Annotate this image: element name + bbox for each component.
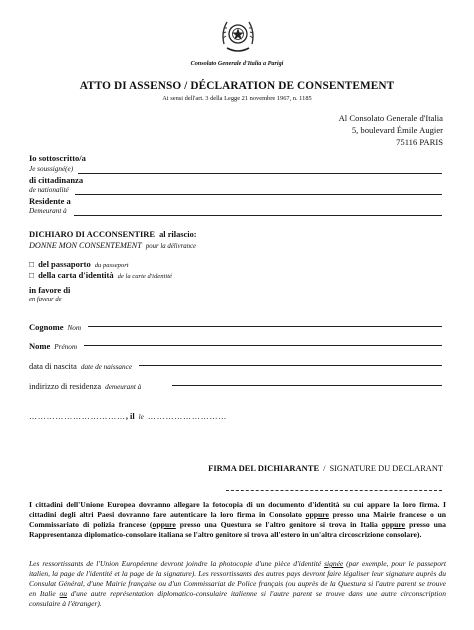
address-line: 75116 PARIS	[396, 137, 443, 147]
republic-emblem-icon	[219, 14, 257, 56]
signature-fr-label: SIGNATURE DU DECLARANT	[329, 464, 443, 473]
date-naissance-label: date de naissance	[80, 363, 133, 371]
in-favore-label: in favore di	[29, 285, 71, 295]
soussigne-label: Je soussigné(e)	[29, 165, 74, 173]
birthdate-field-line[interactable]	[139, 365, 442, 366]
carta-label: della carta d'identità	[38, 270, 114, 280]
nome-label: Nome	[29, 341, 51, 351]
carte-label: de la carte d'identité	[117, 273, 172, 280]
id-card-option[interactable]	[29, 265, 172, 283]
notice-text: (par exemple, pour le passeport italien, la page de l'identité et la page de la signature). Les ressortissants des autres pays devront faire légaliser leur signature auprès du Consulat Général, d'une Mairie française ou d'un Commissariat de Police français (ou auprès de la Questura si l'autre parent se trouve en Italie	[29, 559, 447, 598]
signature-heading	[208, 458, 443, 476]
cognome-row	[29, 317, 81, 335]
signature-line[interactable]	[226, 490, 442, 491]
notice-text: presso una Questura se l'altro genitore si trova in Italia	[175, 520, 382, 529]
checkbox-icon[interactable]: □	[29, 260, 35, 269]
firstname-field-line[interactable]	[84, 345, 442, 346]
slash-separator: /	[323, 464, 326, 473]
surname-field-line[interactable]	[88, 326, 442, 327]
notice-underline: oppure	[305, 510, 329, 519]
donne-caps-label: DONNE MON CONSENTEMENT	[29, 241, 142, 250]
date-dots[interactable]: ………………………	[147, 412, 228, 421]
address-row	[29, 376, 141, 394]
notice-underline: oppure	[152, 520, 176, 529]
demeurant-label: Demeurant à	[29, 207, 67, 215]
passeport-label: du passeport	[94, 262, 129, 269]
indirizzo-label: indirizzo di residenza	[29, 382, 102, 391]
notice-underline: oppure	[381, 520, 406, 529]
donne-rest-label: pour la délivrance	[145, 243, 197, 250]
cittadinanza-label: di cittadinanza	[29, 175, 84, 185]
name-field-line[interactable]	[78, 173, 442, 174]
notice-text: presso una Rappresentanza diplomatico-consolare italiana se l'altro genitore si trova all'estero in un'altra circoscrizione consolare).	[29, 520, 446, 539]
notice-text: Les ressortissants de l'Union Européenne devront joindre la photocopie d'une pièce d'identité	[29, 559, 325, 568]
firma-label: FIRMA DEL DICHIARANTE	[208, 463, 320, 473]
demeurant-a-label: demeurant à	[105, 383, 142, 391]
notice-text: presso una Mairie francese o un Commissariato di polizia francese (	[29, 510, 446, 529]
address-line: Al Consolato Generale d'Italia	[338, 113, 443, 123]
notice-text: d'une autre représentation diplomatico-consulaire italienne si l'autre parent se trouve dans une autre circonscription consulaire à l'étranger).	[29, 589, 446, 608]
nom-label: Nom	[67, 324, 82, 332]
place-dots[interactable]: ……………………………	[29, 412, 126, 421]
passaporto-label: del passaporto	[38, 259, 91, 269]
notice-underline: ou	[59, 589, 67, 598]
nationality-field-line[interactable]	[75, 194, 442, 195]
birthdate-row	[29, 356, 132, 374]
residente-label: Residente a	[29, 196, 71, 206]
le-label: le	[138, 413, 144, 421]
dichiaro-label: DICHIARO DI ACCONSENTIRE	[29, 229, 156, 239]
prenom-label: Prénom	[54, 343, 78, 351]
cognome-label: Cognome	[29, 322, 64, 332]
il-label: , il	[125, 412, 135, 421]
notice-italian	[29, 500, 446, 540]
nationalite-label: de nationalité	[29, 186, 69, 194]
notice-underline: signée	[324, 559, 344, 568]
en-faveur-label: en faveur de	[29, 296, 62, 303]
residence-address-field-line[interactable]	[172, 385, 442, 386]
notice-french	[29, 559, 446, 609]
sottoscritto-label: Io sottoscritto/a	[29, 153, 86, 163]
consulate-name: Consolato Generale d'Italia a Parigi	[190, 60, 284, 67]
data-nascita-label: data di nascita	[29, 362, 77, 371]
checkbox-icon[interactable]: □	[29, 271, 35, 280]
notice-text: I cittadini dell'Unione Europea dovranno allegare la fotocopia di un documento d'identità su cui appare la loro firma. I cittadini degli altri Paesi dovranno fare autenticare la loro firma in Consolato	[29, 500, 446, 519]
residence-field-line[interactable]	[74, 215, 442, 216]
document-subtitle: Ai sensi dell'art. 3 della Legge 21 novembre 1967, n. 1185	[162, 95, 312, 102]
donne-line	[29, 235, 196, 253]
recipient-address	[339, 112, 443, 148]
place-date-row	[29, 406, 227, 424]
al-rilascio-label: al rilascio:	[159, 230, 197, 239]
nome-row	[29, 336, 77, 354]
address-line: 5, boulevard Émile Augier	[351, 125, 443, 135]
document-title: ATTO DI ASSENSO / DÉCLARATION DE CONSENTEMENT	[79, 80, 395, 92]
